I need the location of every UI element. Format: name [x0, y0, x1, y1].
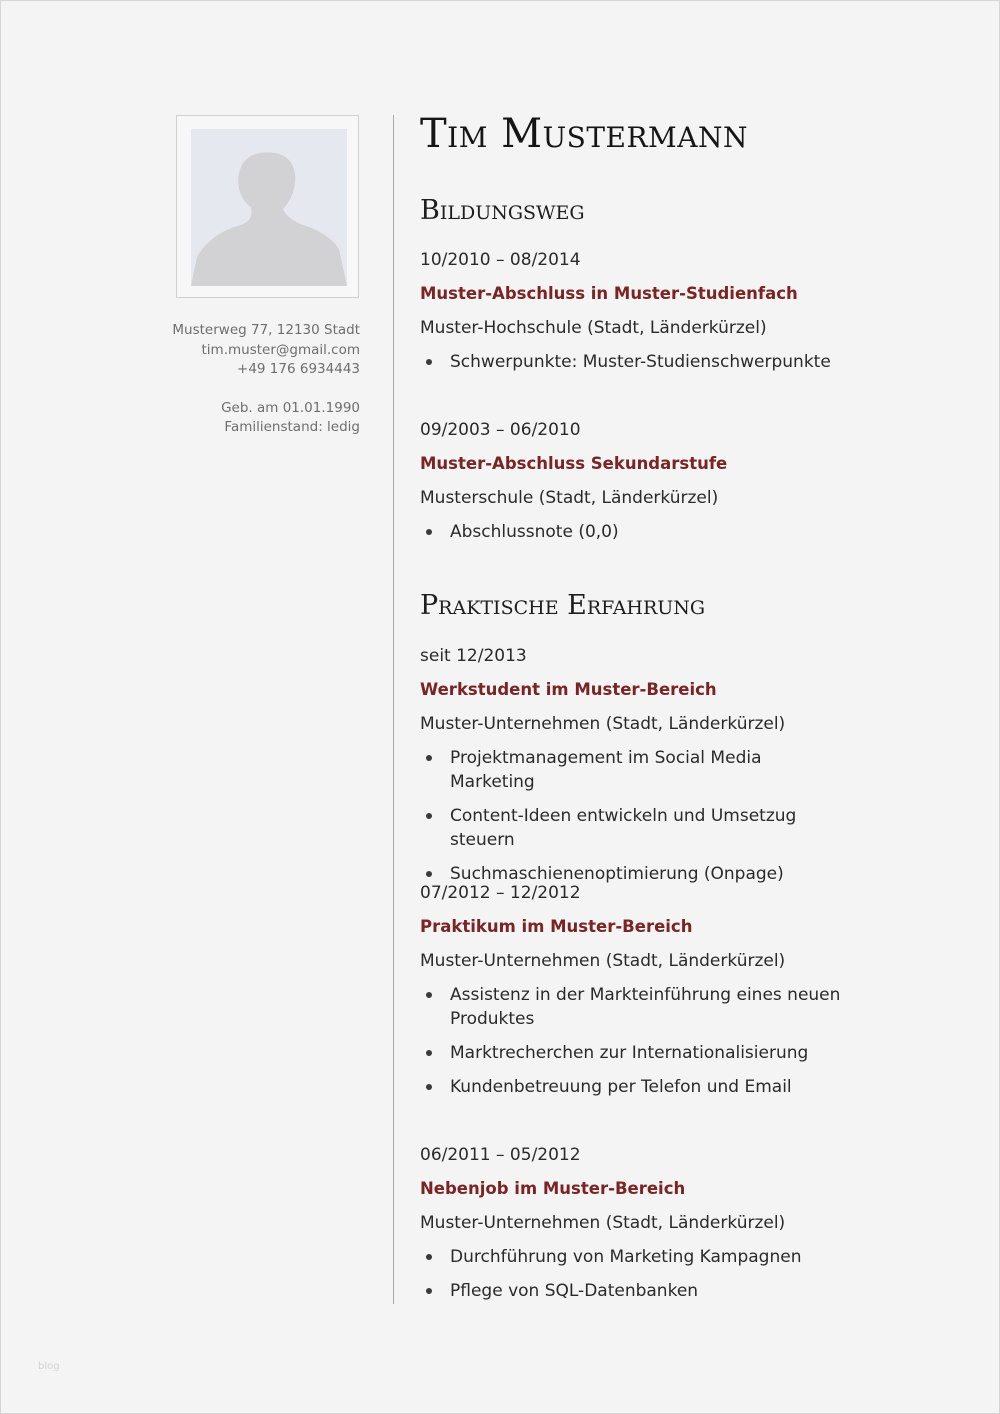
entry-title: Muster-Abschluss in Muster-Studienfach: [420, 284, 798, 303]
list-item: Assistenz in der Markteinführung eines neuen Produktes: [420, 978, 850, 1036]
entry-period: seit 12/2013: [420, 646, 527, 666]
profile-photo: [176, 115, 359, 298]
entry-period: 06/2011 – 05/2012: [420, 1145, 581, 1165]
birth-date: Geb. am 01.01.1990: [221, 399, 360, 416]
entry-bullets: [420, 978, 980, 1104]
education-entry: [420, 243, 980, 379]
entry-title: Muster-Abschluss Sekundarstufe: [420, 454, 728, 473]
bullet-dot-icon: [426, 1050, 432, 1056]
experience-entry: [420, 1138, 980, 1308]
entry-title: Werkstudent im Muster-Bereich: [420, 680, 717, 699]
person-silhouette-icon: [191, 129, 347, 286]
entry-period: 07/2012 – 12/2012: [420, 883, 581, 903]
list-item: Content-Ideen entwickeln und Umsetzug steuern: [420, 799, 850, 857]
entry-bullets: [420, 515, 980, 549]
entry-title: Praktikum im Muster-Bereich: [420, 917, 693, 936]
education-entry: [420, 413, 980, 549]
list-item: Marktrecherchen zur Internationalisierung: [420, 1036, 850, 1070]
list-item: Kundenbetreuung per Telefon und Email: [420, 1070, 850, 1104]
bullet-dot-icon: [426, 992, 432, 998]
page-title: Tim Mustermann: [420, 111, 748, 157]
list-item: Projektmanagement im Social Media Marketing: [420, 741, 850, 799]
entry-period: 10/2010 – 08/2014: [420, 250, 581, 270]
entry-institution: Muster-Unternehmen (Stadt, Länderkürzel): [420, 714, 786, 734]
bullet-dot-icon: [426, 1288, 432, 1294]
entry-period: 09/2003 – 06/2010: [420, 420, 581, 440]
entry-institution: Muster-Unternehmen (Stadt, Länderkürzel): [420, 951, 786, 971]
list-item: Schwerpunkte: Muster-Studienschwerpunkte: [420, 345, 850, 379]
list-item: Suchmaschienenoptimierung (Onpage): [420, 857, 850, 891]
bullet-dot-icon: [426, 529, 432, 535]
section-heading-experience: Praktische Erfahrung: [420, 590, 706, 621]
contact-details: [150, 321, 360, 438]
section-heading-education: Bildungsweg: [420, 195, 585, 226]
bullet-dot-icon: [426, 755, 432, 761]
list-item: Abschlussnote (0,0): [420, 515, 850, 549]
experience-entry: [420, 876, 980, 1104]
entry-bullets: [420, 345, 980, 379]
entry-institution: Musterschule (Stadt, Länderkürzel): [420, 488, 719, 508]
bullet-dot-icon: [426, 1254, 432, 1260]
bullet-dot-icon: [426, 359, 432, 365]
bullet-dot-icon: [426, 1084, 432, 1090]
entry-institution: Muster-Unternehmen (Stadt, Länderkürzel): [420, 1213, 786, 1233]
address: Musterweg 77, 12130 Stadt: [172, 322, 360, 338]
email[interactable]: tim.muster@gmail.com: [201, 341, 360, 358]
entry-bullets: [420, 1240, 980, 1308]
marital-status: Familienstand: ledig: [224, 419, 360, 435]
phone: +49 176 6934443: [237, 361, 360, 377]
list-item: Pflege von SQL-Datenbanken: [420, 1274, 850, 1308]
watermark: blog: [38, 1361, 60, 1372]
list-item: Durchführung von Marketing Kampagnen: [420, 1240, 850, 1274]
entry-institution: Muster-Hochschule (Stadt, Länderkürzel): [420, 318, 767, 338]
entry-title: Nebenjob im Muster-Bereich: [420, 1179, 686, 1198]
entry-bullets: [420, 741, 980, 891]
experience-entry: [420, 639, 980, 891]
bullet-dot-icon: [426, 813, 432, 819]
column-divider: [393, 115, 394, 1304]
